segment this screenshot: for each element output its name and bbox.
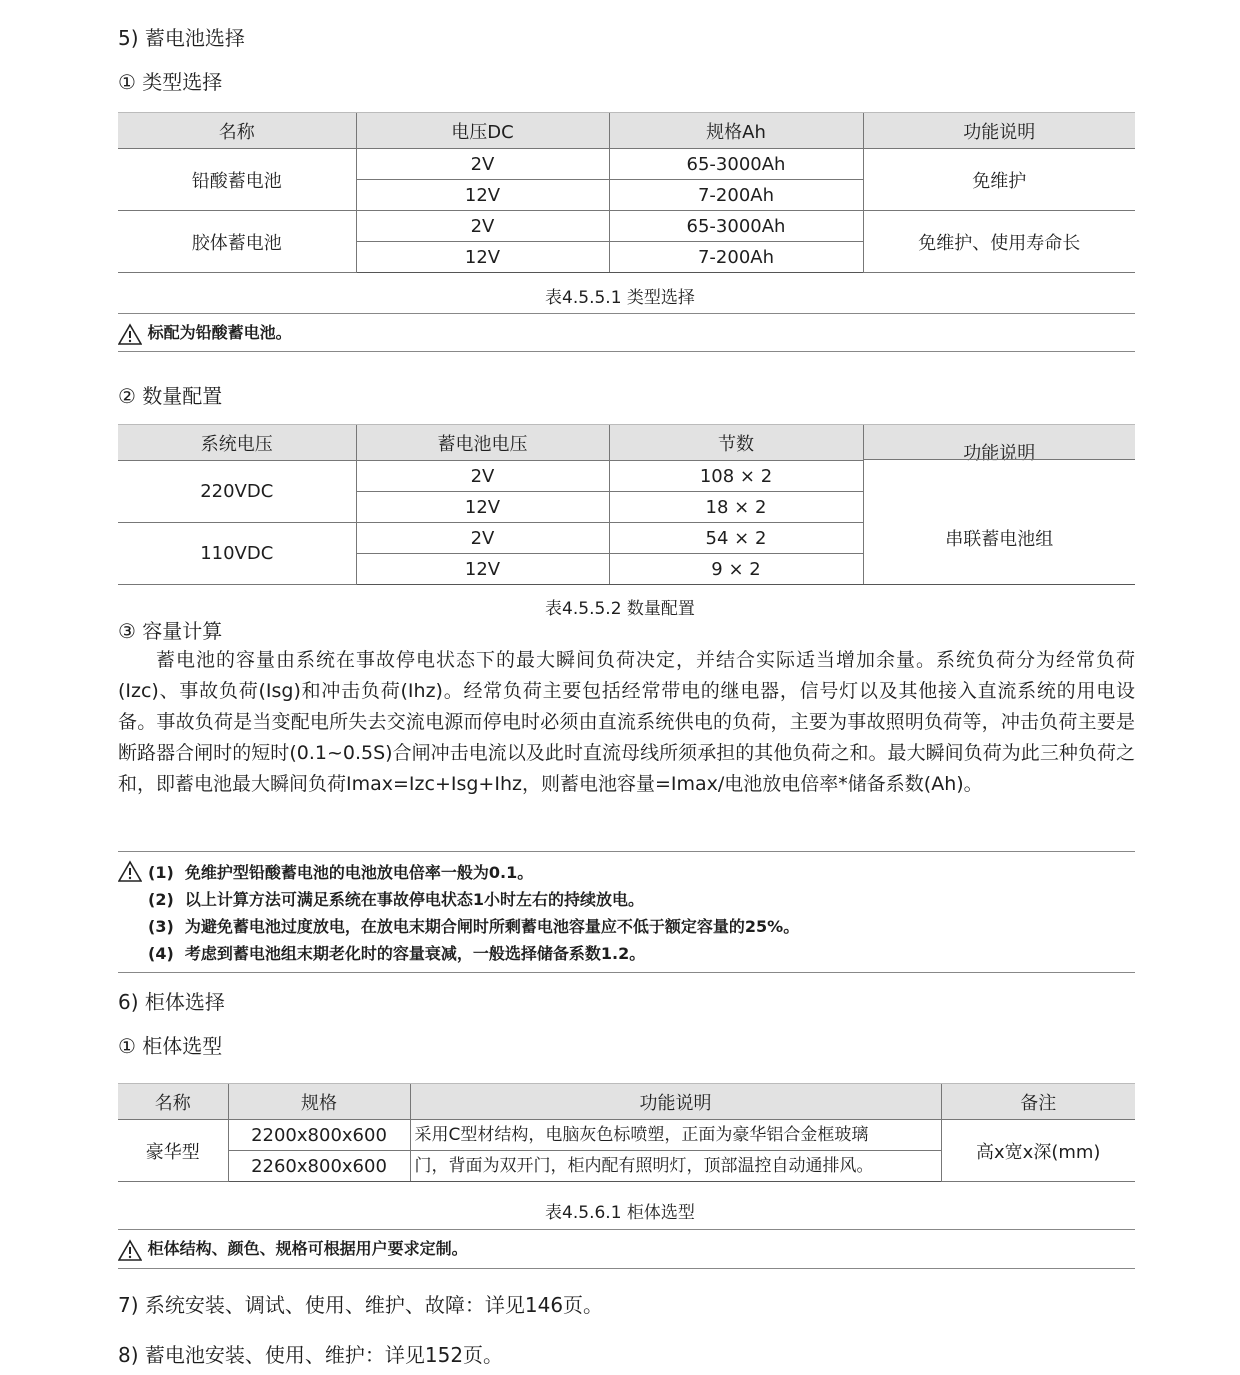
list-text: 免维护型铅酸蓄电池的电池放电倍率一般为0.1。 bbox=[184, 863, 534, 882]
subsection-capacity-title: ③ 容量计算 bbox=[118, 619, 223, 643]
section-8-title: 8) 蓄电池安装、使用、维护：详见152页。 bbox=[118, 1343, 504, 1367]
cabinet-table bbox=[118, 1083, 1135, 1182]
section-5-title: 5) 蓄电池选择 bbox=[118, 26, 245, 50]
func-column bbox=[863, 425, 1135, 585]
note-box bbox=[118, 313, 1135, 352]
list-number: (2) bbox=[148, 890, 174, 909]
col-header: 电压DC bbox=[356, 113, 609, 149]
battery-quantity-table bbox=[118, 424, 1135, 585]
col-header: 名称 bbox=[118, 113, 356, 149]
battery-type-table bbox=[118, 112, 1135, 273]
list-item bbox=[148, 941, 645, 964]
table-cell: 2200x800x600 bbox=[228, 1120, 410, 1151]
table-cell: 110VDC bbox=[118, 523, 356, 585]
list-text: 以上计算方法可满足系统在事故停电状态1小时左右的持续放电。 bbox=[184, 890, 645, 909]
list-number: (4) bbox=[148, 944, 174, 963]
table-cell: 220VDC bbox=[118, 461, 356, 523]
col-header: 功能说明 bbox=[863, 113, 1135, 149]
table-cell: 12V bbox=[356, 554, 609, 585]
table-cell: 门，背面为双开门，柜内配有照明灯，顶部温控自动通排风。 bbox=[410, 1151, 941, 1182]
table-cell: 54 × 2 bbox=[609, 523, 863, 554]
table-cell: 2260x800x600 bbox=[228, 1151, 410, 1182]
warning-icon bbox=[118, 1239, 142, 1261]
table-cell: 胶体蓄电池 bbox=[118, 211, 356, 273]
table-cell: 12V bbox=[356, 492, 609, 523]
table-caption: 表4.5.5.1 类型选择 bbox=[545, 288, 695, 308]
table-cell: 2V bbox=[356, 461, 609, 492]
col-header: 规格Ah bbox=[609, 113, 863, 149]
table-cell: 12V bbox=[356, 242, 609, 273]
warning-icon bbox=[118, 323, 142, 345]
col-header: 节数 bbox=[609, 425, 863, 461]
note-box bbox=[118, 1229, 1135, 1269]
list-text: 为避免蓄电池过度放电，在放电末期合闸时所剩蓄电池容量应不低于额定容量的25%。 bbox=[184, 917, 800, 936]
subsection-cabinet-title: ① 柜体选型 bbox=[118, 1034, 223, 1058]
capacity-notes-box bbox=[118, 851, 1135, 973]
table-cell: 2V bbox=[356, 149, 609, 180]
table-cell: 18 × 2 bbox=[609, 492, 863, 523]
note-text: 标配为铅酸蓄电池。 bbox=[147, 323, 292, 342]
table-cell: 高x宽x深(mm) bbox=[941, 1120, 1135, 1182]
col-header: 功能说明 bbox=[963, 443, 1036, 464]
col-header: 蓄电池电压 bbox=[356, 425, 609, 461]
list-item bbox=[148, 914, 799, 937]
capacity-paragraph: 蓄电池的容量由系统在事故停电状态下的最大瞬间负荷决定，并结合实际适当增加余量。系统负荷分为经常负荷(Izc)、事故负荷(Isg)和冲击负荷(Ihz)。经常负荷主要包括经常带电的继电器，信号灯以及其他接入直流系统的用电设备。事故负荷是当变配电所失去交流电源而停电时必须由直流系统供电的负荷，主要为事故照明负荷等，冲击负荷主要是断路器合闸时的短时(0.1~0.5S)合闸冲击电流以及此时直流母线所须承担的其他负荷之和。最大瞬间负荷为此三种负荷之和，即蓄电池最大瞬间负荷Imax=Izc+Isg+Ihz，则蓄电池容量=Imax/电池放电倍率*储备系数(Ah)。 bbox=[118, 649, 1135, 795]
subsection-quantity-title: ② 数量配置 bbox=[118, 384, 223, 408]
col-header: 名称 bbox=[118, 1084, 228, 1120]
list-number: (1) bbox=[148, 863, 174, 882]
table-cell: 65-3000Ah bbox=[609, 211, 863, 242]
table-cell: 7-200Ah bbox=[609, 180, 863, 211]
col-header: 规格 bbox=[228, 1084, 410, 1120]
table-cell: 7-200Ah bbox=[609, 242, 863, 273]
table-caption: 表4.5.6.1 柜体选型 bbox=[545, 1203, 695, 1223]
warning-icon bbox=[118, 860, 142, 882]
col-header: 系统电压 bbox=[118, 425, 356, 461]
section-7-title: 7) 系统安装、调试、使用、维护、故障：详见146页。 bbox=[118, 1293, 604, 1317]
subsection-type-title: ① 类型选择 bbox=[118, 70, 223, 94]
table-cell: 采用C型材结构，电脑灰色标喷塑，正面为豪华铝合金框玻璃 bbox=[410, 1120, 941, 1151]
col-header: 功能说明 bbox=[410, 1084, 941, 1120]
table-cell: 铅酸蓄电池 bbox=[118, 149, 356, 211]
list-item bbox=[148, 860, 533, 883]
list-item bbox=[148, 887, 644, 910]
table-cell: 2V bbox=[356, 211, 609, 242]
col-header: 备注 bbox=[941, 1084, 1135, 1120]
table-cell: 2V bbox=[356, 523, 609, 554]
table-cell: 免维护、使用寿命长 bbox=[863, 211, 1135, 273]
table-cell: 9 × 2 bbox=[609, 554, 863, 585]
table-cell: 豪华型 bbox=[118, 1120, 228, 1182]
list-text: 考虑到蓄电池组末期老化时的容量衰减，一般选择储备系数1.2。 bbox=[184, 944, 646, 963]
table-cell: 串联蓄电池组 bbox=[945, 529, 1054, 550]
table-caption: 表4.5.5.2 数量配置 bbox=[545, 599, 695, 619]
table-cell: 108 × 2 bbox=[609, 461, 863, 492]
table-cell: 免维护 bbox=[863, 149, 1135, 211]
section-6-title: 6) 柜体选择 bbox=[118, 990, 225, 1014]
list-number: (3) bbox=[148, 917, 174, 936]
note-text: 柜体结构、颜色、规格可根据用户要求定制。 bbox=[147, 1239, 468, 1258]
table-cell: 65-3000Ah bbox=[609, 149, 863, 180]
table-cell: 12V bbox=[356, 180, 609, 211]
